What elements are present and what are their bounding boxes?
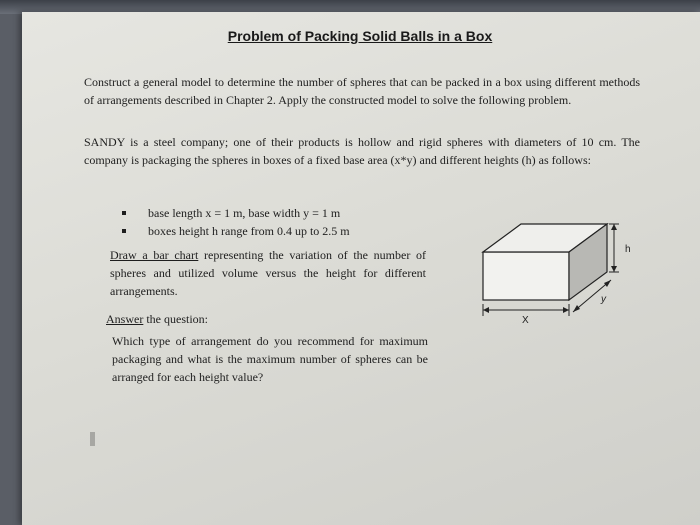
list-item-text: boxes height h range from 0.4 up to 2.5 m <box>148 224 350 238</box>
answer-task-line <box>106 310 208 328</box>
intro-paragraph: Construct a general model to determine the number of spheres that can be packed in a box using different methods of arrangements described in Chapter 2. Apply the constructed model to solve the following problem. <box>84 75 640 107</box>
draw-task-paragraph <box>110 246 426 300</box>
list-item <box>122 222 350 240</box>
box-diagram <box>477 208 667 328</box>
draw-task-text: representing the variation of the number of spheres and utilized volume versus the height for different arrangements. <box>110 248 426 298</box>
list-item-text: base length x = 1 m, base width y = 1 m <box>148 206 341 220</box>
document-page <box>22 12 700 525</box>
box-front-face <box>483 252 569 300</box>
question-paragraph: Which type of arrangement do you recommend for maximum packaging and what is the maximum number of spheres can be arranged for each height value? <box>112 334 428 384</box>
label-h: h <box>625 244 631 255</box>
problem-paragraph: SANDY is a steel company; one of their products is hollow and rigid spheres with diameters of 10 cm. The company is packaging the spheres in boxes of a fixed base area (x*y) and different heights (h) as follows: <box>84 135 640 167</box>
answer-task-text: the question: <box>143 312 208 326</box>
height-arrow-bottom <box>611 266 617 272</box>
width-arrow-bottom <box>573 305 580 312</box>
label-y: y <box>601 294 606 305</box>
list-item <box>122 204 350 222</box>
document-title: Problem of Packing Solid Balls in a Box <box>227 28 493 44</box>
bullet-icon <box>122 211 126 215</box>
text-cursor <box>90 432 95 446</box>
bullet-icon <box>122 229 126 233</box>
width-arrow-top <box>604 280 611 287</box>
height-arrow-top <box>611 224 617 230</box>
length-arrow-left <box>483 307 489 313</box>
dimension-list <box>122 204 350 240</box>
draw-task-lead: Draw a bar chart <box>110 248 199 262</box>
label-x: X <box>522 315 529 326</box>
length-arrow-right <box>563 307 569 313</box>
answer-task-lead: Answer <box>106 312 144 326</box>
